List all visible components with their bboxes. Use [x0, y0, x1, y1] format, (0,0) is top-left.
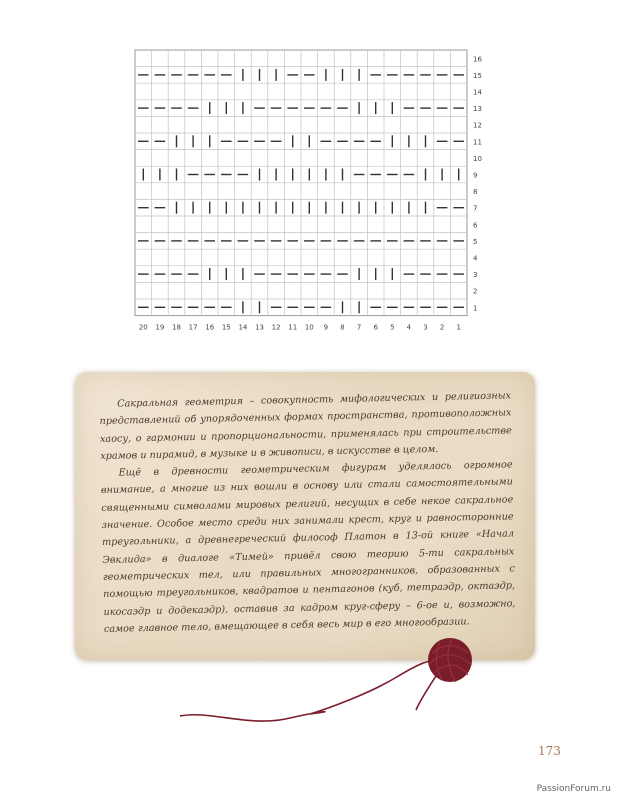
card-paragraph-1: Сакральная геометрия – совокупность мифологических и религиозных представлений об упорядоченных формах пространства, противоположных хаосу, о гармонии и пропорциональности, применялась при строительстве храмов и пирамид, в музыке и в живописи, в искусстве в целом.: [99, 390, 512, 462]
row-label: 11: [473, 138, 482, 147]
text-card: [75, 372, 535, 660]
row-label: 16: [473, 55, 482, 64]
knitting-chart-grid: [125, 48, 480, 348]
card-paragraph-2: Ещё в древности геометрическим фигурам уделялось огромное внимание, а многие из них вошли в основу или стали самостоятельными священными символами мировых религий, несущих в себе некое сакральное значение. Особое место среди них занимали крест, круг и равносторонние треугольники, а древнегреческий философ Платон в 13-ой книге «Начал Эвклида» в диалоге «Тимей» привёл свою теорию 5-ти сакральных геометрических тел, или правильных многогранников, образованных с помощью треугольников, квадратов и пентагонов (куб, тетраэдр, октаэдр, икосаэдр и додекаэдр), оставив за кадром круг-сферу – 6-ое и, возможно, самое главное тело, вмещающее в себя весь мир в его многообразии.: [100, 459, 516, 635]
row-label: 3: [473, 271, 478, 280]
card-text: [99, 387, 516, 638]
watermark: PassionForum.ru: [536, 784, 611, 794]
column-label: 20: [138, 323, 148, 332]
column-label: 11: [288, 323, 298, 332]
column-label: 1: [456, 323, 461, 332]
column-label: 15: [221, 323, 231, 332]
column-label: 17: [188, 323, 198, 332]
row-label: 7: [473, 204, 478, 213]
row-label: 1: [473, 304, 478, 313]
row-label: 15: [473, 71, 482, 80]
row-label: 13: [473, 105, 482, 114]
row-label: 4: [473, 254, 478, 263]
column-label: 7: [356, 323, 362, 332]
row-label: 6: [473, 221, 478, 230]
row-label: 12: [473, 121, 482, 130]
column-label: 4: [406, 323, 412, 332]
row-label: 9: [473, 171, 478, 180]
column-label: 18: [172, 323, 181, 332]
column-label: 13: [255, 323, 264, 332]
column-label: 9: [323, 323, 329, 332]
column-label: 2: [439, 323, 445, 332]
yarn-thread: [180, 660, 445, 721]
row-label: 14: [473, 88, 482, 97]
row-label: 10: [473, 154, 482, 163]
column-label: 3: [423, 323, 428, 332]
column-label: 12: [271, 323, 281, 332]
column-label: 6: [373, 323, 378, 332]
column-label: 10: [304, 323, 314, 332]
column-label: 16: [205, 323, 215, 332]
knitting-chart: [125, 48, 480, 348]
row-label: 2: [473, 287, 478, 296]
page-number: 173: [538, 744, 561, 758]
column-label: 5: [390, 323, 395, 332]
yarn-ball-illustration: [170, 618, 470, 738]
row-label: 5: [473, 237, 478, 246]
column-label: 19: [155, 323, 165, 332]
column-label: 14: [238, 323, 248, 332]
column-label: 8: [340, 323, 345, 332]
row-label: 8: [473, 188, 478, 197]
